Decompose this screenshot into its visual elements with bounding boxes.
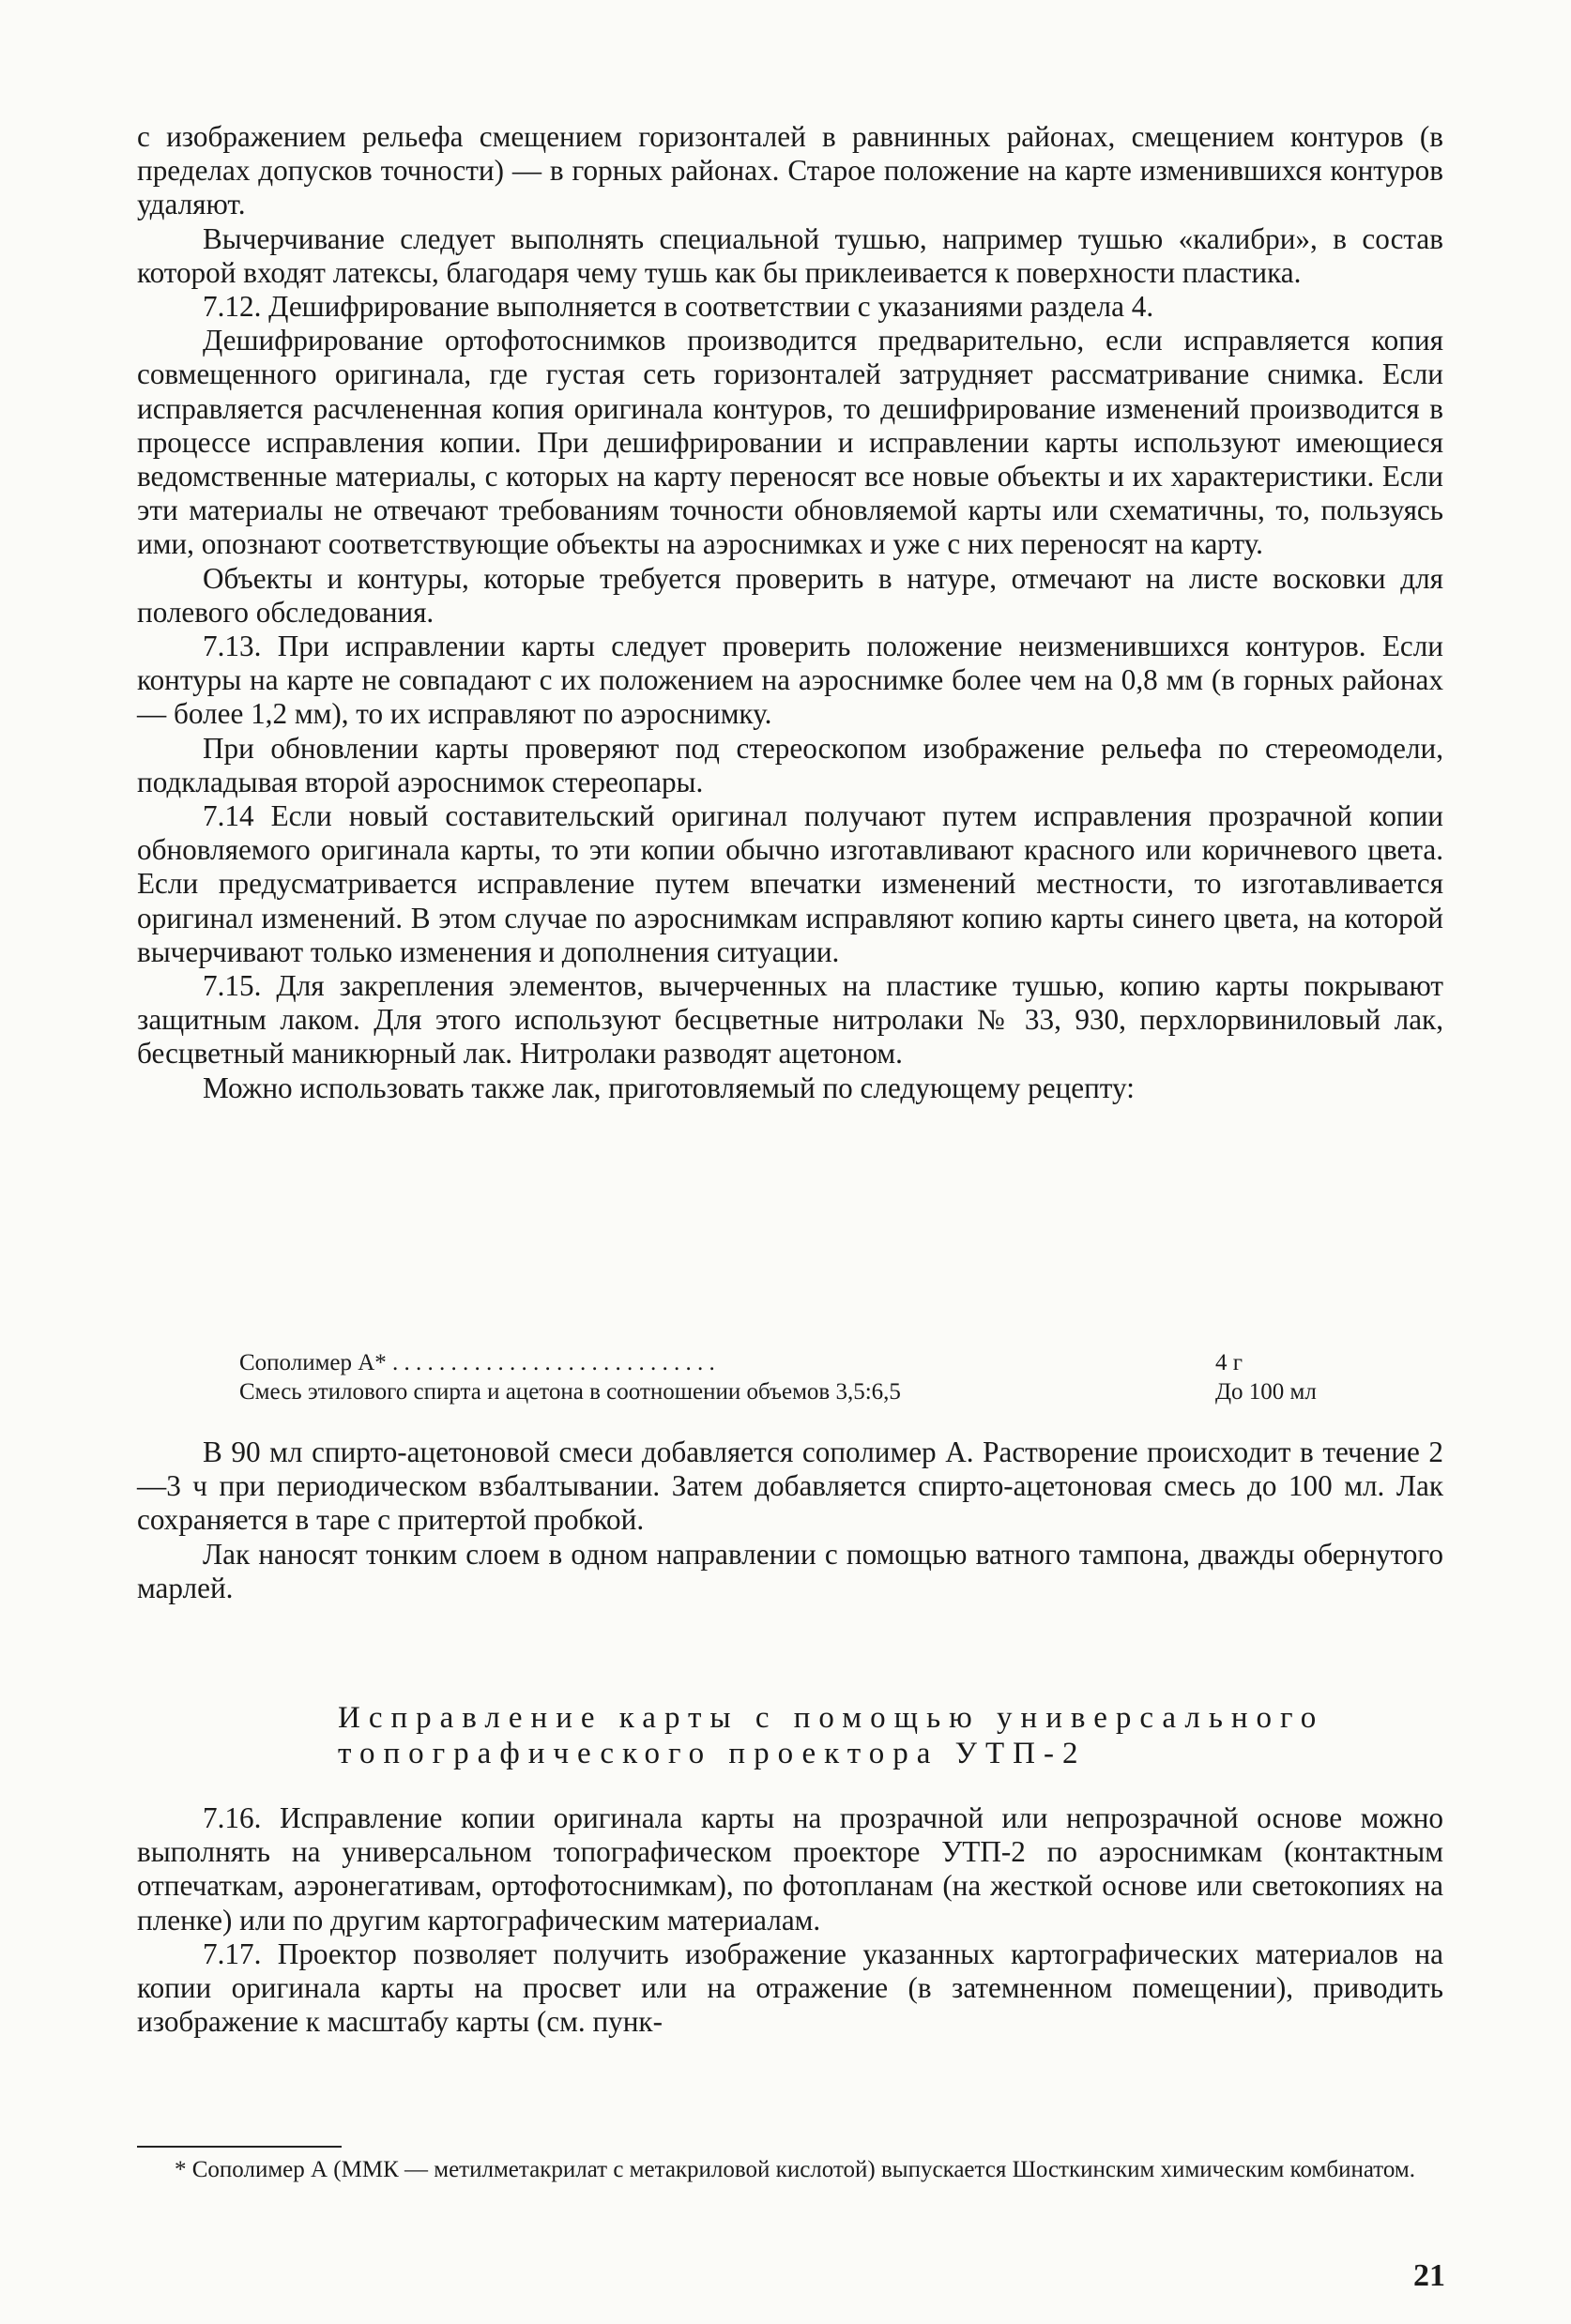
recipe-table [239,1348,1365,1406]
paragraph: 7.15. Для закрепления элементов, вычерченных на пластике тушью, копию карты покрывают защитным лаком. Для этого используют бесцветные нитролаки № 33, 930, перхлорвиниловый лак, бесцветный маникюрный лак. Нитролаки разводят ацетоном. [137,969,1443,1071]
paragraph: 7.12. Дешифрирование выполняется в соответствии с указаниями раздела 4. [203,290,1154,324]
footnote-text: * Сополимер А (ММК — метилметакрилат с метакриловой кислотой) выпускается Шосткинским химическим комбинатом. [175,2157,1415,2182]
footnote [137,2156,1443,2184]
paragraph: В 90 мл спирто-ацетоновой смеси добавляется сополимер А. Растворение происходит в течение 2—3 ч при периодическом взбалтывании. Затем добавляется спирто-ацетоновая смесь до 100 мл. Лак сохраняется в таре с притертой пробкой. [137,1435,1443,1537]
section-heading: Исправление карты с помощью универсального топографического проектора УТП-2 [338,1701,1325,1770]
recipe-ingredient: Смесь этилового спирта и ацетона в соотношении объемов 3,5:6,5 [239,1379,901,1405]
paragraph: Вычерчивание следует выполнять специальной тушью, например тушью «калибри», в состав которой входят латексы, благодаря чему тушь как бы приклеивается к поверхности пластика. [137,221,1443,289]
page-number: 21 [1413,2258,1445,2293]
body-text-middle [137,1435,1443,1605]
footnote-divider [137,2146,342,2148]
paragraph: Можно использовать также лак, приготовляемый по следующему рецепту: [203,1071,1135,1104]
paragraph: 7.17. Проектор позволяет получить изображение указанных картографических материалов на копии оригинала карты на просвет или на отражение (в затемненном помещении), приводить изображение к масштабу карты (см. пунк- [137,1937,1443,2039]
recipe-amount: До 100 мл [1215,1379,1317,1405]
paragraph: с изображением рельефа смещением горизонталей в равнинных районах, смещением контуров (в пределах допусков точности) — в горных районах. Старое положение на карте изменившихся контуров удаляют. [137,120,1443,221]
recipe-row [239,1377,1365,1406]
paragraph: 7.13. При исправлении карты следует проверить положение неизменившихся контуров. Если контуры на карте не совпадают с их положением на аэроснимке более чем на 0,8 мм (в горных районах — более 1,2 мм), то их исправляют по аэроснимку. [137,630,1443,731]
paragraph: При обновлении карты проверяют под стереоскопом изображение рельефа по стереомодели, подкладывая второй аэроснимок стереопары. [137,731,1443,798]
paragraph: Дешифрирование ортофотоснимков производится предварительно, если исправляется копия совмещенного оригинала, где густая сеть горизонталей затрудняет рассматривание снимка. Если исправляется расчлененная копия оригинала контуров, то дешифрирование изменений производится в процессе исправления копии. При дешифрировании и исправлении карты используют имеющиеся ведомственные материалы, с которых на карту переносят все новые объекты и их характеристики. Если эти материалы не отвечают требованиям точности обновляемой карты или схематичны, то, пользуясь ими, опознают соответствующие объекты на аэроснимках и уже с них переносят на карту. [137,324,1443,561]
body-text-bottom [137,1801,1443,2039]
paragraph: Лак наносят тонким слоем в одном направлении с помощью ватного тампона, дважды обернутого марлей. [137,1537,1443,1604]
recipe-row [239,1348,1365,1377]
recipe-amount: 4 г [1215,1350,1243,1375]
recipe-ingredient: Сополимер А* . . . . . . . . . . . . . . . . . . . . . . . . . . . . [239,1350,715,1375]
paragraph: Объекты и контуры, которые требуется проверить в натуре, отмечают на листе восковки для полевого обследования. [137,561,1443,629]
paragraph: 7.16. Исправление копии оригинала карты на прозрачной или непрозрачной основе можно выполнять на универсальном топографическом проекторе УТП-2 по аэроснимкам (контактным отпечаткам, аэронегативам, ортофотоснимкам), по фотопланам (на жесткой основе или светокопиях на пленке) или по другим картографическим материалам. [137,1801,1443,1937]
body-text-top [137,120,1443,1105]
paragraph: 7.14 Если новый составительский оригинал получают путем исправления прозрачной копии обновляемого оригинала карты, то эти копии обычно изготавливают красного или коричневого цвета. Если предусматривается исправление путем впечатки изменений местности, то изготавливается оригинал изменений. В этом случае по аэроснимкам исправляют копию карты синего цвета, на которой вычерчивают только изменения и дополнения ситуации. [137,799,1443,968]
